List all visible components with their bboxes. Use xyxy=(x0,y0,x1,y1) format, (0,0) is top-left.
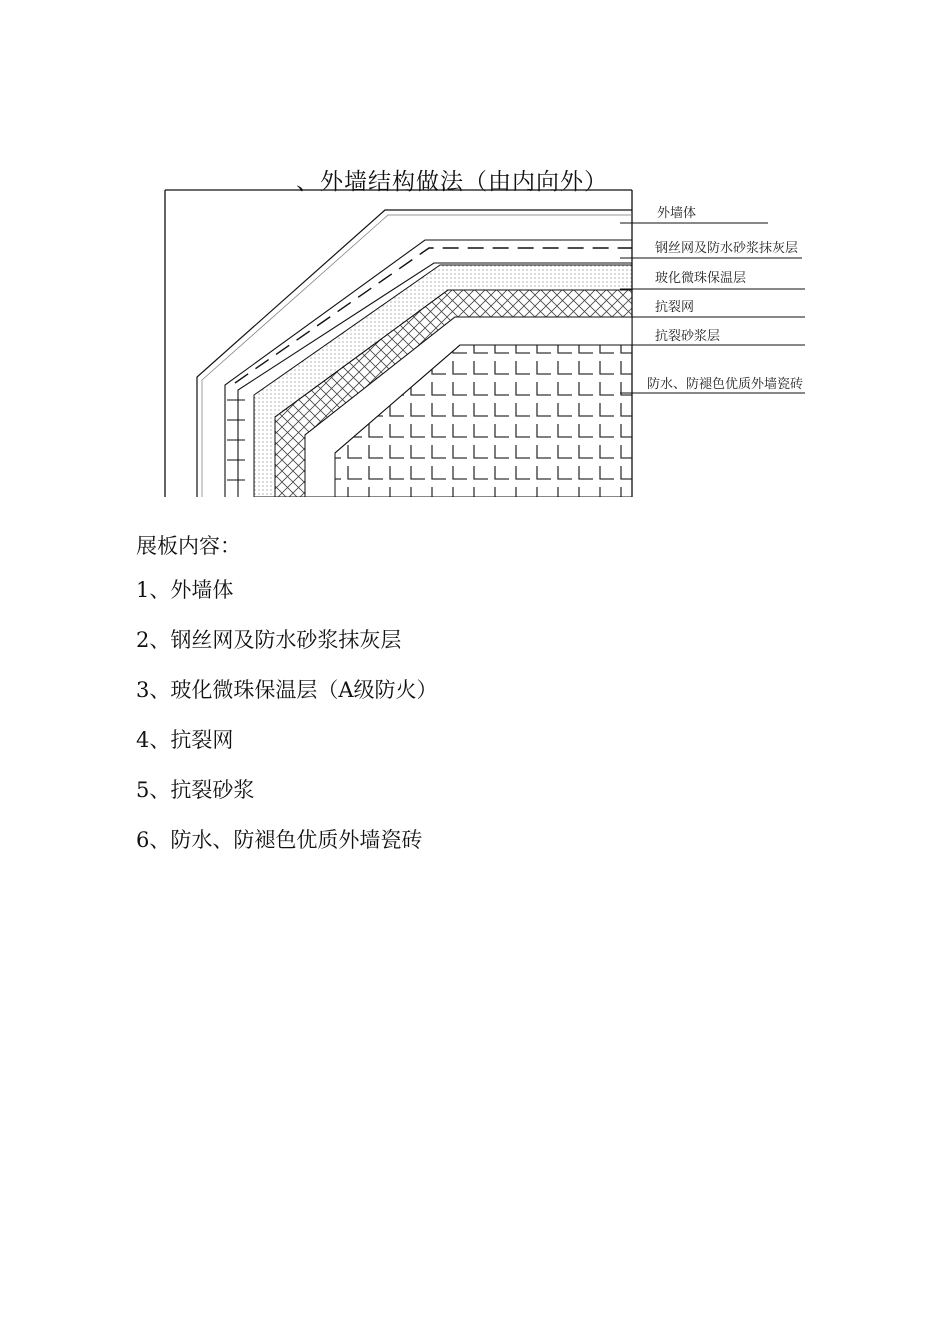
list-item: 2、钢丝网及防水砂浆抹灰层 xyxy=(136,628,402,652)
list-item: 4、抗裂网 xyxy=(136,728,234,752)
diagram-title: 、外墙结构做法（由内向外） xyxy=(296,169,608,195)
callout-anti-crack-mortar: 抗裂砂浆层 xyxy=(655,329,721,344)
list-item: 3、玻化微珠保温层（A级防火） xyxy=(136,678,438,702)
callout-anti-crack-mesh: 抗裂网 xyxy=(655,300,695,315)
panel-heading: 展板内容： xyxy=(136,534,241,558)
callout-exterior-tiles: 防水、防褪色优质外墙瓷砖 xyxy=(647,377,804,392)
callout-insulation: 玻化微珠保温层 xyxy=(655,271,747,286)
callout-steel-mesh-mortar: 钢丝网及防水砂浆抹灰层 xyxy=(655,241,799,256)
list-item: 6、防水、防褪色优质外墙瓷砖 xyxy=(136,828,423,852)
wall-structure-diagram xyxy=(150,185,820,505)
callout-wall-body: 外墙体 xyxy=(657,206,697,221)
panel-content-list xyxy=(136,575,438,875)
list-item: 5、抗裂砂浆 xyxy=(136,778,255,802)
list-item: 1、外墙体 xyxy=(136,578,234,602)
